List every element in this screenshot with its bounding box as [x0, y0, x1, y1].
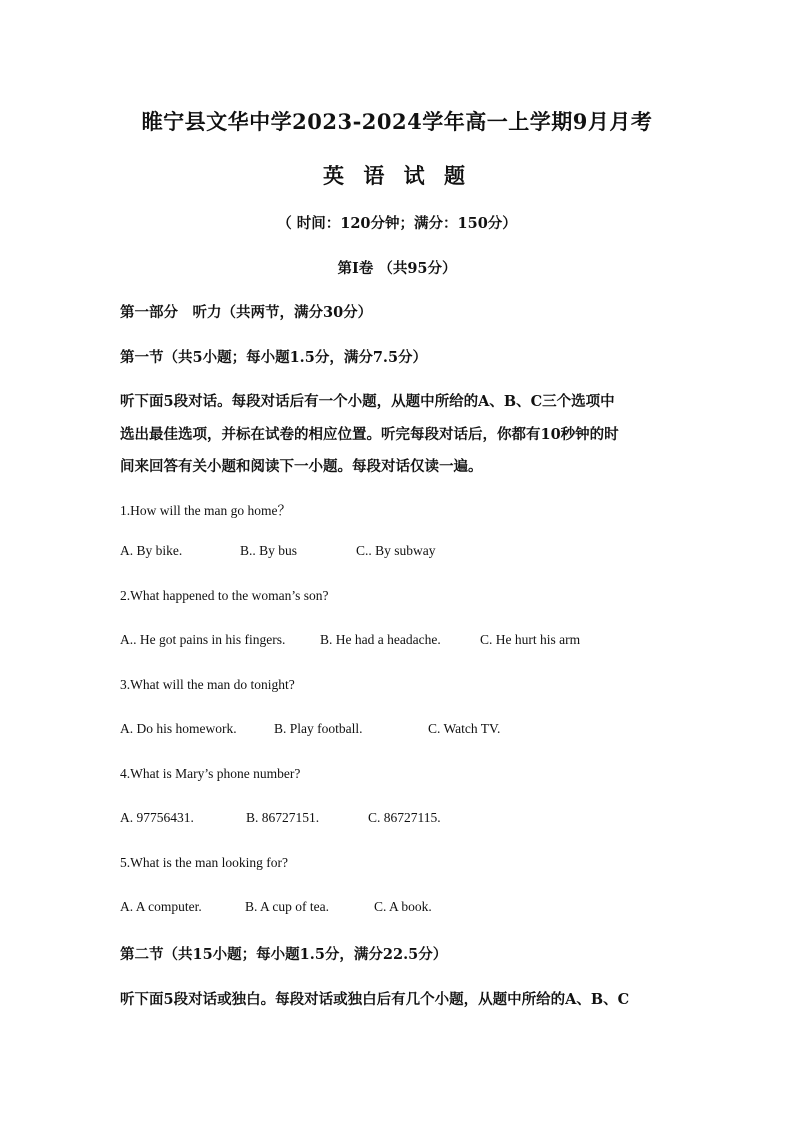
option-c: C. He hurt his arm: [480, 632, 581, 647]
question-stem: 4.What is Mary’s phone number?: [120, 766, 301, 781]
option-a: A.. He got pains in his fingers.: [120, 632, 286, 647]
instruction-line: 间来回答有关小题和阅读下一小题。每段对话仅读一遍。: [120, 458, 483, 475]
option-b: B. 86727151.: [246, 810, 320, 825]
option-a: A. Do his homework.: [120, 721, 237, 736]
option-a: A. By bike.: [120, 543, 183, 558]
question-stem: 3.What will the man do tonight?: [120, 677, 295, 692]
option-b: B. Play football.: [274, 721, 363, 736]
question-stem: 5.What is the man looking for?: [120, 855, 288, 870]
exam-subject: 英 语 试 题: [323, 163, 471, 188]
option-b: B. A cup of tea.: [245, 899, 329, 914]
volume-heading: 第I卷 （共95分）: [337, 260, 457, 277]
option-c: C. A book.: [374, 899, 432, 914]
option-c: C.. By subway: [356, 543, 436, 558]
option-c: C. Watch TV.: [428, 721, 501, 736]
part-heading: 第一部分 听力（共两节，满分30分）: [120, 304, 373, 321]
option-a: A. A computer.: [120, 899, 202, 914]
question-stem: 1.How will the man go home？: [120, 503, 291, 518]
option-b: B.. By bus: [240, 543, 298, 558]
section1-heading: 第一节（共5小题；每小题1.5分，满分7.5分）: [120, 349, 428, 366]
option-b: B. He had a headache.: [320, 632, 441, 647]
instruction-line: 听下面5段对话。每段对话后有一个小题，从题中所给的A、B、C三个选项中: [120, 393, 615, 410]
option-c: C. 86727115.: [368, 810, 441, 825]
question-stem: 2.What happened to the woman’s son?: [120, 588, 329, 603]
instruction-line: 选出最佳选项，并标在试卷的相应位置。听完每段对话后，你都有10秒钟的时: [120, 426, 619, 443]
exam-title: 睢宁县文华中学2023-2024学年高一上学期9月月考: [141, 109, 653, 134]
time-info: （ 时间：120分钟；满分：150分）: [277, 215, 517, 232]
option-a: A. 97756431.: [120, 810, 194, 825]
section2-instruction: 听下面5段对话或独白。每段对话或独白后有几个小题，从题中所给的A、B、C: [120, 991, 630, 1008]
section2-heading: 第二节（共15小题；每小题1.5分，满分22.5分）: [120, 946, 448, 963]
